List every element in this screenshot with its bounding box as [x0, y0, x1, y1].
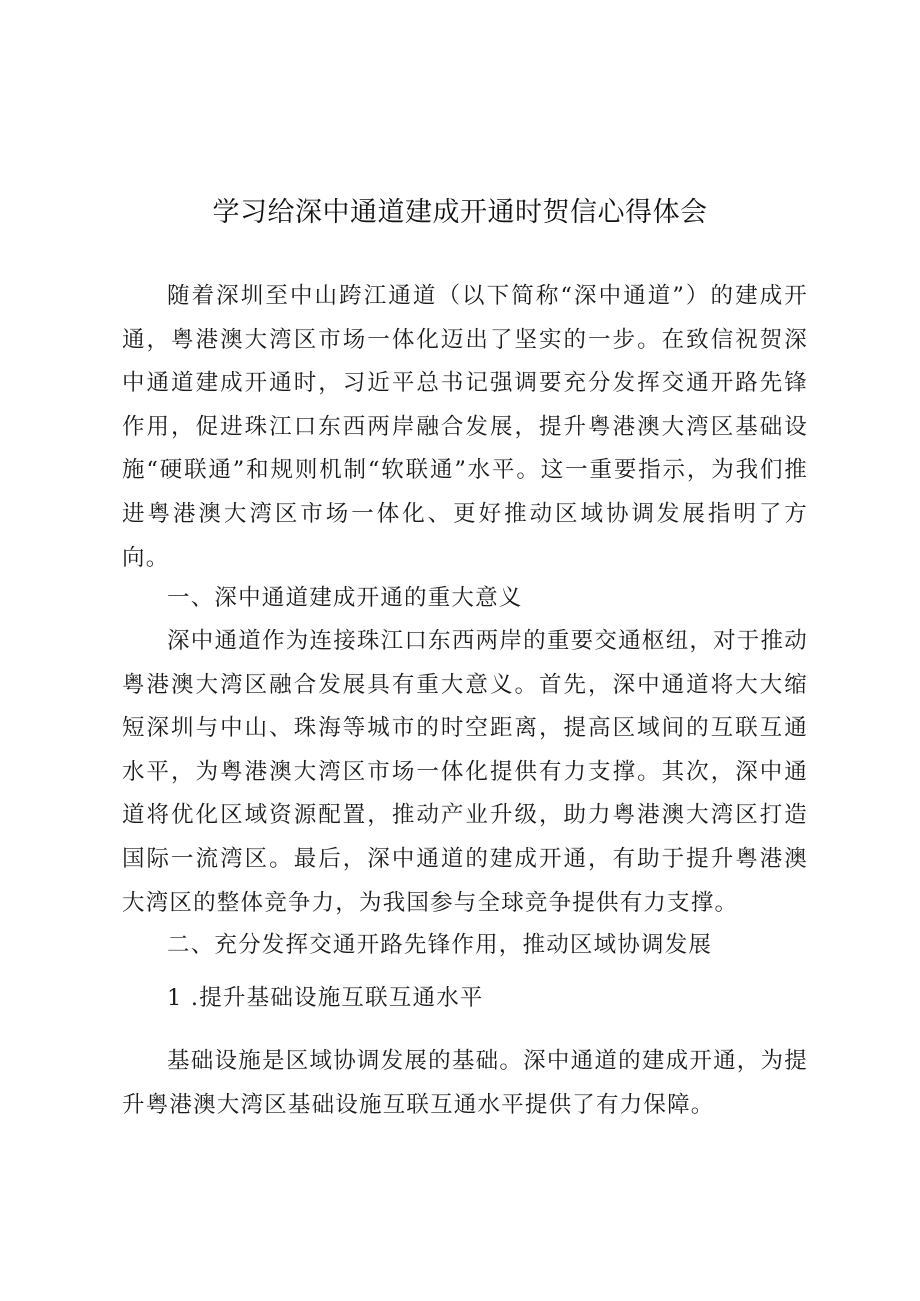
section-heading-2: 二、充分发挥交通开路先锋作用，推动区域协调发展: [167, 932, 713, 958]
paragraph-significance: 深中通道作为连接珠江口东西两岸的重要交通枢纽，对于推动粤港澳大湾区融合发展具有重大意义。首先，深中通道将大大缩短深圳与中山、珠海等城市的时空距离，提高区域间的互联互通水平，为粤港澳大湾区市场一体化提供有力支撑。其次，深中通道将优化区域资源配置，推动产业升级，助力粤港澳大湾区打造国际一流湾区。最后，深中通道的建成开通，有助于提升粤港澳大湾区的整体竞争力，为我国参与全球竞争提供有力支撑。: [122, 628, 808, 916]
subsection-heading-1: 1 .提升基础设施互联互通水平: [167, 985, 484, 1011]
section-heading-1: 一、深中通道建成开通的重大意义: [167, 585, 523, 611]
paragraph-infrastructure: 基础设施是区域协调发展的基础。深中通道的建成开通，为提升粤港澳大湾区基础设施互联互通水平提供了有力保障。: [122, 1048, 808, 1118]
document-title: 学习给深中通道建成开通时贺信心得体会: [212, 197, 708, 228]
paragraph-intro: 随着深圳至中山跨江通道（以下简称“深中通道”）的建成开通，粤港澳大湾区市场一体化迈出了坚实的一步。在致信祝贺深中通道建成开通时，习近平总书记强调要充分发挥交通开路先锋作用，促进珠江口东西两岸融合发展，提升粤港澳大湾区基础设施“硬联通”和规则机制“软联通”水平。这一重要指示，为我们推进粤港澳大湾区市场一体化、更好推动区域协调发展指明了方向。: [122, 283, 808, 571]
